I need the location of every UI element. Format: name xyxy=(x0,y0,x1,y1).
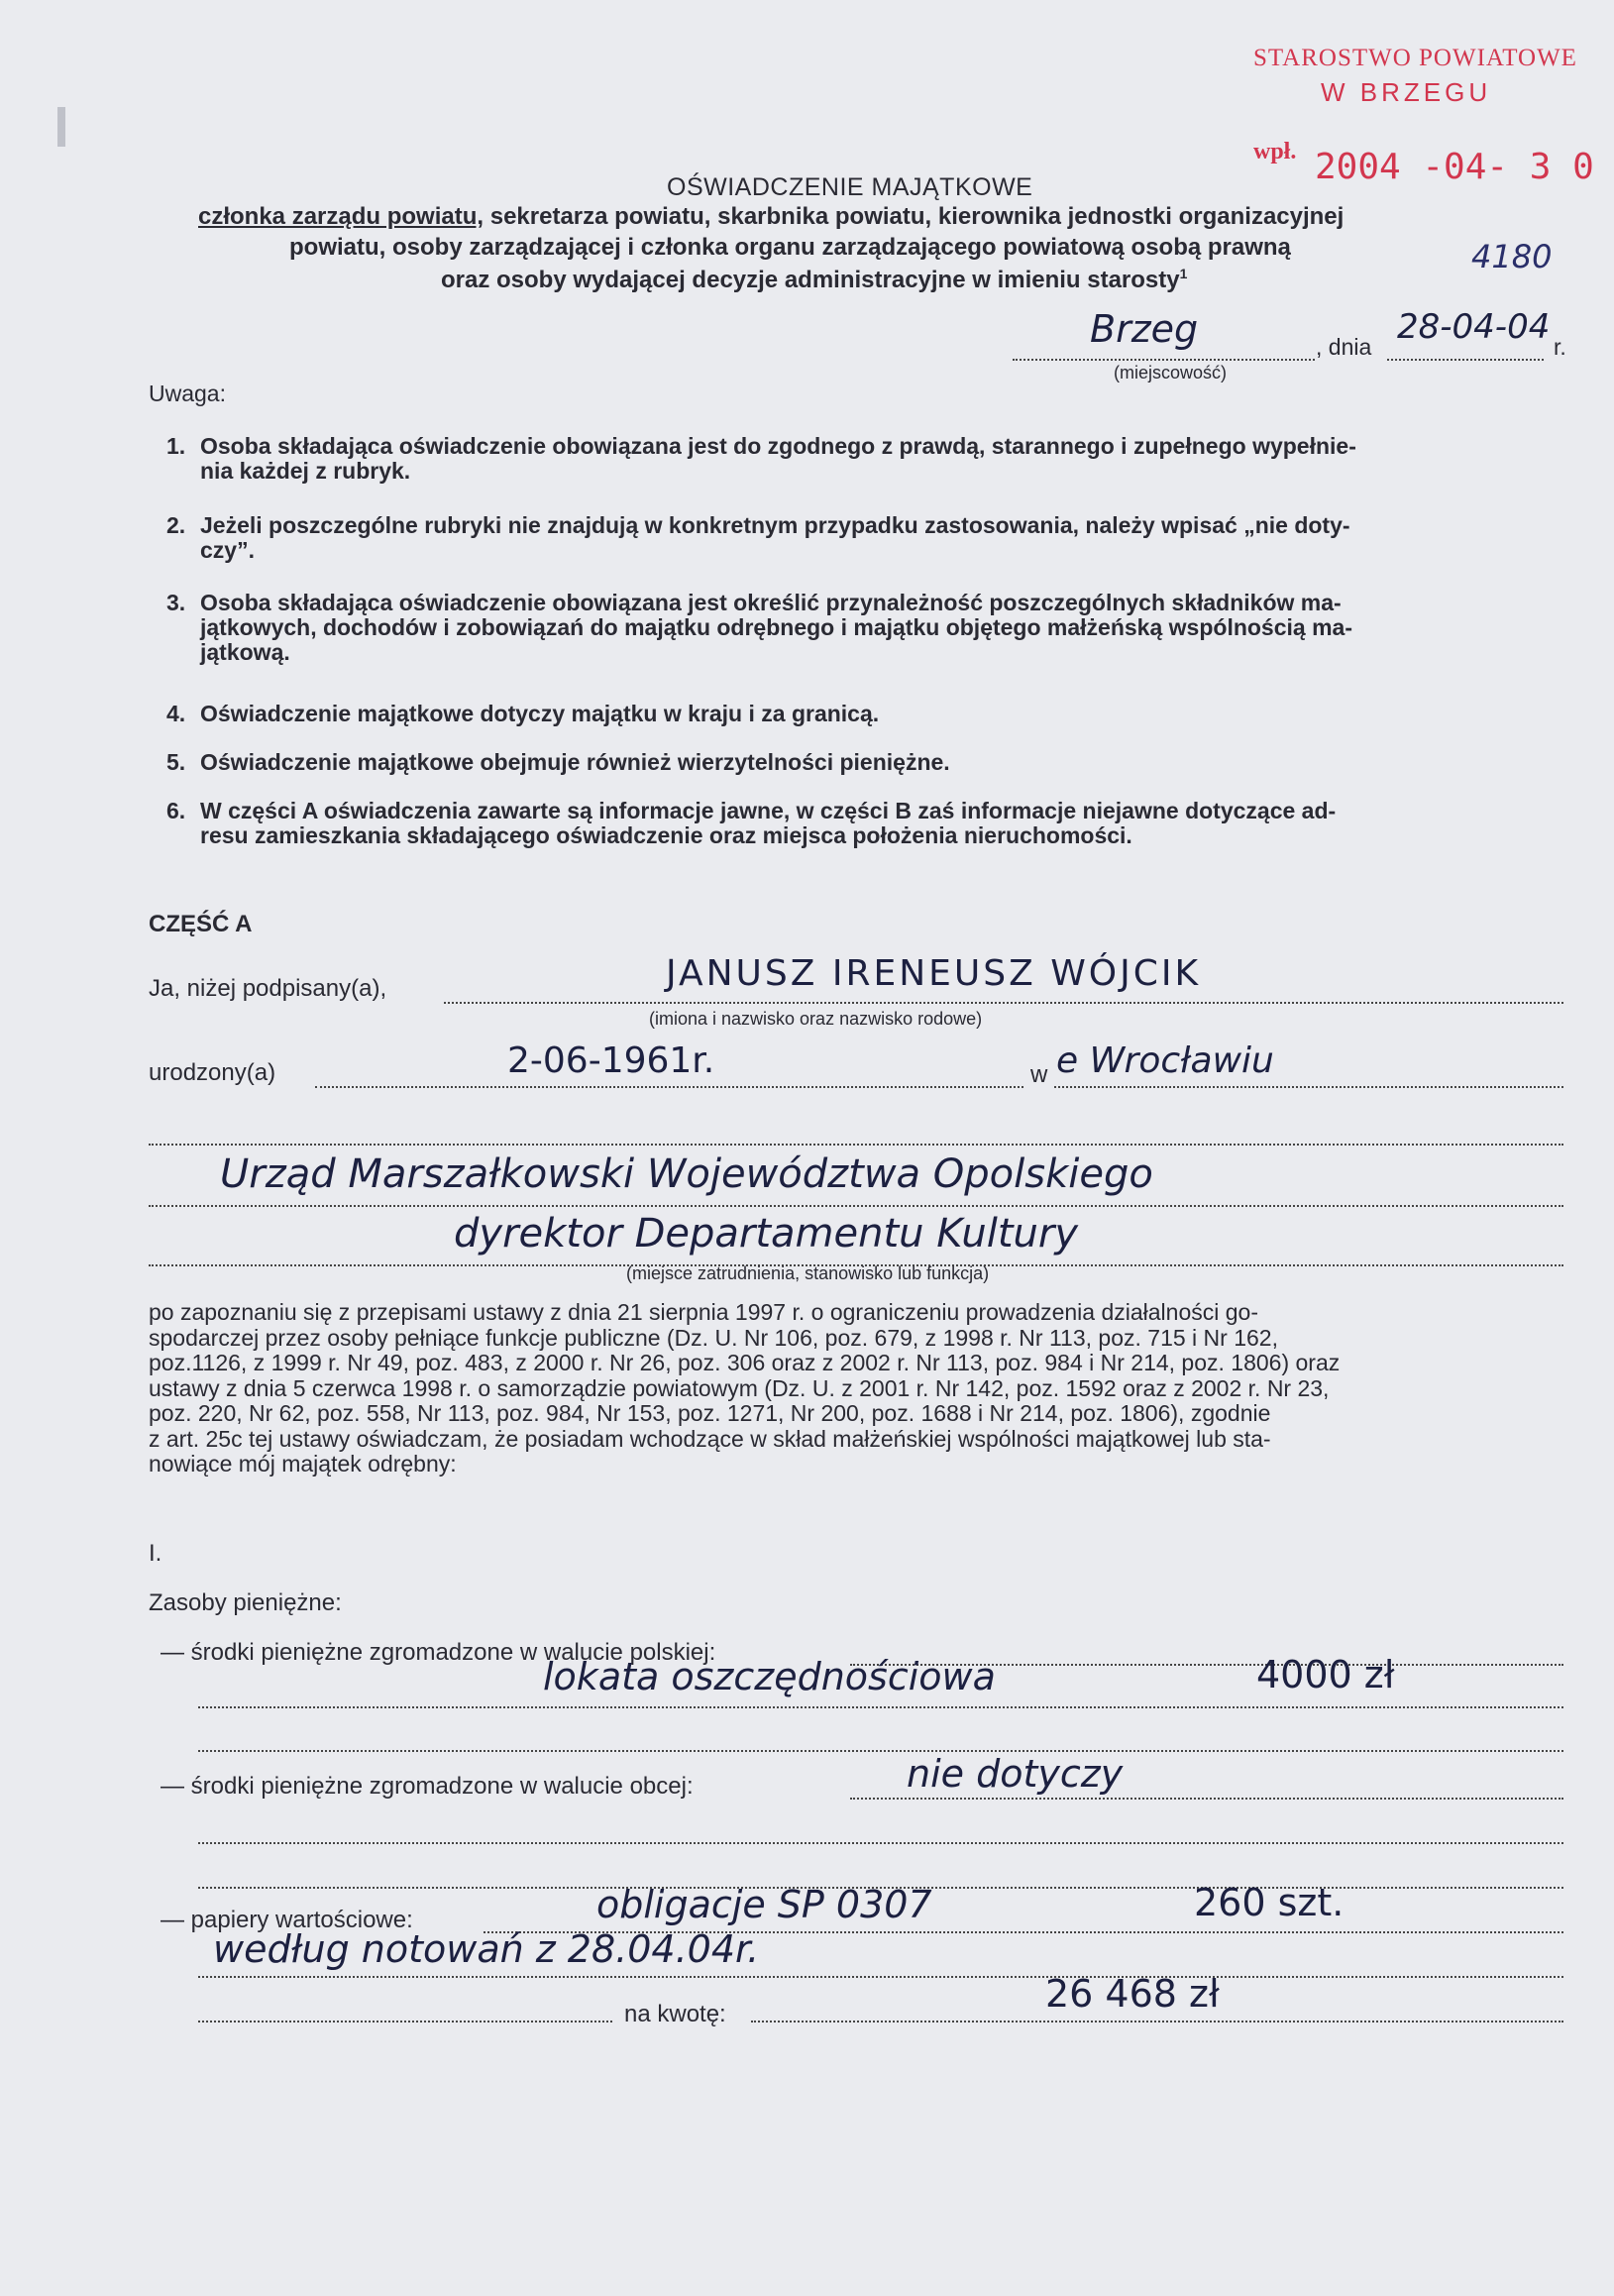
uwaga-item-1-line1 xyxy=(166,434,1356,459)
legal-text-line: poz.1126, z 1999 r. Nr 49, poz. 483, z 2000 r. Nr 26, poz. 306 oraz z 2002 r. Nr 113, poz. 984 i Nr 214, poz. 1806) oraz xyxy=(149,1350,1341,1375)
employment-caption: (miejsce zatrudnienia, stanowisko lub funkcja) xyxy=(626,1263,990,1283)
section-heading: Zasoby pieniężne: xyxy=(149,1589,342,1616)
amount-left-field xyxy=(198,1997,612,2023)
date-suffix: r. xyxy=(1554,334,1566,360)
stamp-line1: STAROSTWO POWIATOWE xyxy=(1253,45,1577,71)
part-a-heading: CZĘŚĆ A xyxy=(149,911,253,937)
legal-text xyxy=(149,1300,1340,1477)
handwritten-registry-number: 4180 xyxy=(1471,238,1553,275)
section-roman: I. xyxy=(149,1540,162,1567)
pln-field-3 xyxy=(198,1726,1563,1752)
legal-text-line: po zapoznaniu się z przepisami ustawy z dnia 21 sierpnia 1997 r. o ograniczeniu prowadzenia działalności go- xyxy=(149,1299,1258,1325)
uwaga-item-6-line1 xyxy=(166,799,1336,823)
uwaga-text: resu zamieszkania składającego oświadczenie oraz miejsca położenia nieruchomości. xyxy=(200,822,1132,848)
uwaga-text: Jeżeli poszczególne rubryki nie znajdują w konkretnym przypadku zastosowania, należy wpisać „nie doty- xyxy=(200,512,1350,538)
subtitle-line1-rest: sekretarza powiatu, skarbnika powiatu, kierownika jednostki organizacyjnej xyxy=(484,203,1345,230)
name-value: JANUSZ IRENEUSZ WÓJCIK xyxy=(666,953,1202,994)
pln-label: — środki pieniężne zgromadzone w walucie polskiej: xyxy=(161,1639,716,1666)
place-value: Brzeg xyxy=(1090,307,1199,351)
uwaga-item-5 xyxy=(166,750,950,775)
subtitle-line3 xyxy=(441,266,1187,294)
blank-line xyxy=(149,1120,1563,1146)
date-value: 28-04-04 xyxy=(1397,307,1551,347)
stamp-received-date: 2004 -04- 3 0 xyxy=(1315,147,1594,187)
uwaga-text: W części A oświadczenia zawarte są informacje jawne, w części B zaś informacje niejawne dotyczące ad- xyxy=(200,798,1337,823)
securities-value: obligacje SP 0307 xyxy=(596,1883,932,1926)
place-caption: (miejscowość) xyxy=(1114,363,1228,383)
subtitle-line3-text: oraz osoby wydającej decyzje administracyjne w imieniu starosty xyxy=(441,267,1180,293)
uwaga-label: Uwaga: xyxy=(149,381,226,406)
uwaga-text: Oświadczenie majątkowe obejmuje również wierzytelności pieniężne. xyxy=(200,749,950,775)
born-label: urodzony(a) xyxy=(149,1059,276,1086)
footnote-mark: 1 xyxy=(1179,266,1188,281)
office-stamp xyxy=(1253,40,1594,218)
uwaga-text: Oświadczenie majątkowe dotyczy majątku w kraju i za granicą. xyxy=(200,701,880,726)
uwaga-item-num: 4. xyxy=(166,701,186,726)
legal-text-line: poz. 220, Nr 62, poz. 558, Nr 113, poz. 984, Nr 153, poz. 1271, Nr 200, poz. 1688 i Nr 214, poz. 1806), zgodnie xyxy=(149,1400,1271,1426)
uwaga-item-4 xyxy=(166,702,879,726)
subtitle-underlined: członka zarządu powiatu, xyxy=(198,203,484,230)
name-caption: (imiona i nazwisko oraz nazwisko rodowe) xyxy=(649,1009,983,1029)
uwaga-item-6 xyxy=(166,799,1336,848)
stamp-received-label: wpł. xyxy=(1253,139,1297,164)
uwaga-item-1 xyxy=(166,434,1356,484)
legal-text-line: spodarczej przez osoby pełniące funkcje publiczne (Dz. U. Nr 106, poz. 679, z 1998 r. Nr 113, poz. 715 i Nr 162, xyxy=(149,1324,1278,1351)
uwaga-item-num: 5. xyxy=(166,749,186,775)
page-title: OŚWIADCZENIE MAJĄTKOWE xyxy=(667,173,1033,201)
pln-amount: 4000 zł xyxy=(1256,1653,1395,1696)
securities-label: — papiery wartościowe: xyxy=(161,1907,413,1933)
born-place-value: e Wrocławiu xyxy=(1056,1040,1274,1081)
uwaga-item-2-line1 xyxy=(166,513,1350,538)
employer-value: Urząd Marszałkowski Województwa Opolskiego xyxy=(220,1151,1153,1197)
uwaga-text: Osoba składająca oświadczenie obowiązana jest do zgodnego z prawdą, starannego i zupełnego wypełnie- xyxy=(200,433,1356,459)
uwaga-item-3-line1 xyxy=(166,591,1352,615)
foreign-label: — środki pieniężne zgromadzone w walucie obcej: xyxy=(161,1773,694,1800)
name-label: Ja, niżej podpisany(a), xyxy=(149,975,387,1002)
uwaga-text: Osoba składająca oświadczenie obowiązana jest określić przynależność poszczególnych składników ma- xyxy=(200,590,1342,615)
stamp-line2: W BRZEGU xyxy=(1321,77,1492,107)
pln-value: lokata oszczędnościowa xyxy=(543,1655,996,1698)
uwaga-item-num: 3. xyxy=(166,590,186,615)
uwaga-item-2 xyxy=(166,513,1350,563)
uwaga-text: jątkowych, dochodów i zobowiązań do majątku odrębnego i majątku objętego małżeńską wspólnością ma- xyxy=(200,614,1352,640)
uwaga-text: nia każdej z rubryk. xyxy=(200,458,411,484)
legal-text-line: ustawy z dnia 5 czerwca 1998 r. o samorządzie powiatowym (Dz. U. z 2001 r. Nr 142, poz. 1592 oraz z 2002 r. Nr 23, xyxy=(149,1374,1330,1401)
born-date-value: 2-06-1961r. xyxy=(507,1040,715,1081)
foreign-field-2 xyxy=(198,1818,1563,1844)
uwaga-text: czy”. xyxy=(200,537,255,563)
foreign-value: nie dotyczy xyxy=(907,1752,1124,1796)
subtitle-line2: powiatu, osoby zarządzającej i członka organu zarządzającego powiatową osobą prawną xyxy=(289,234,1291,261)
legal-text-line: z art. 25c tej ustawy oświadczam, że posiadam wchodzące w skład małżeńskiej wspólności majątkowej lub sta- xyxy=(149,1425,1271,1452)
uwaga-item-3 xyxy=(166,591,1352,665)
amount-value: 26 468 zł xyxy=(1045,1972,1220,2016)
subtitle-line1 xyxy=(198,203,1344,231)
born-in-label: w xyxy=(1030,1061,1048,1088)
amount-label: na kwotę: xyxy=(624,2001,726,2027)
securities-line2: według notowań z 28.04.04r. xyxy=(213,1927,760,1971)
legal-text-line: nowiące mój majątek odrębny: xyxy=(149,1451,457,1476)
uwaga-item-num: 1. xyxy=(166,433,186,459)
uwaga-item-num: 2. xyxy=(166,512,186,538)
position-value: dyrektor Departamentu Kultury xyxy=(454,1211,1078,1257)
securities-count: 260 szt. xyxy=(1194,1881,1345,1924)
dnia-label: , dnia xyxy=(1316,334,1372,360)
uwaga-text: jątkową. xyxy=(200,639,290,665)
punch-mark xyxy=(57,107,65,147)
uwaga-item-num: 6. xyxy=(166,798,186,823)
